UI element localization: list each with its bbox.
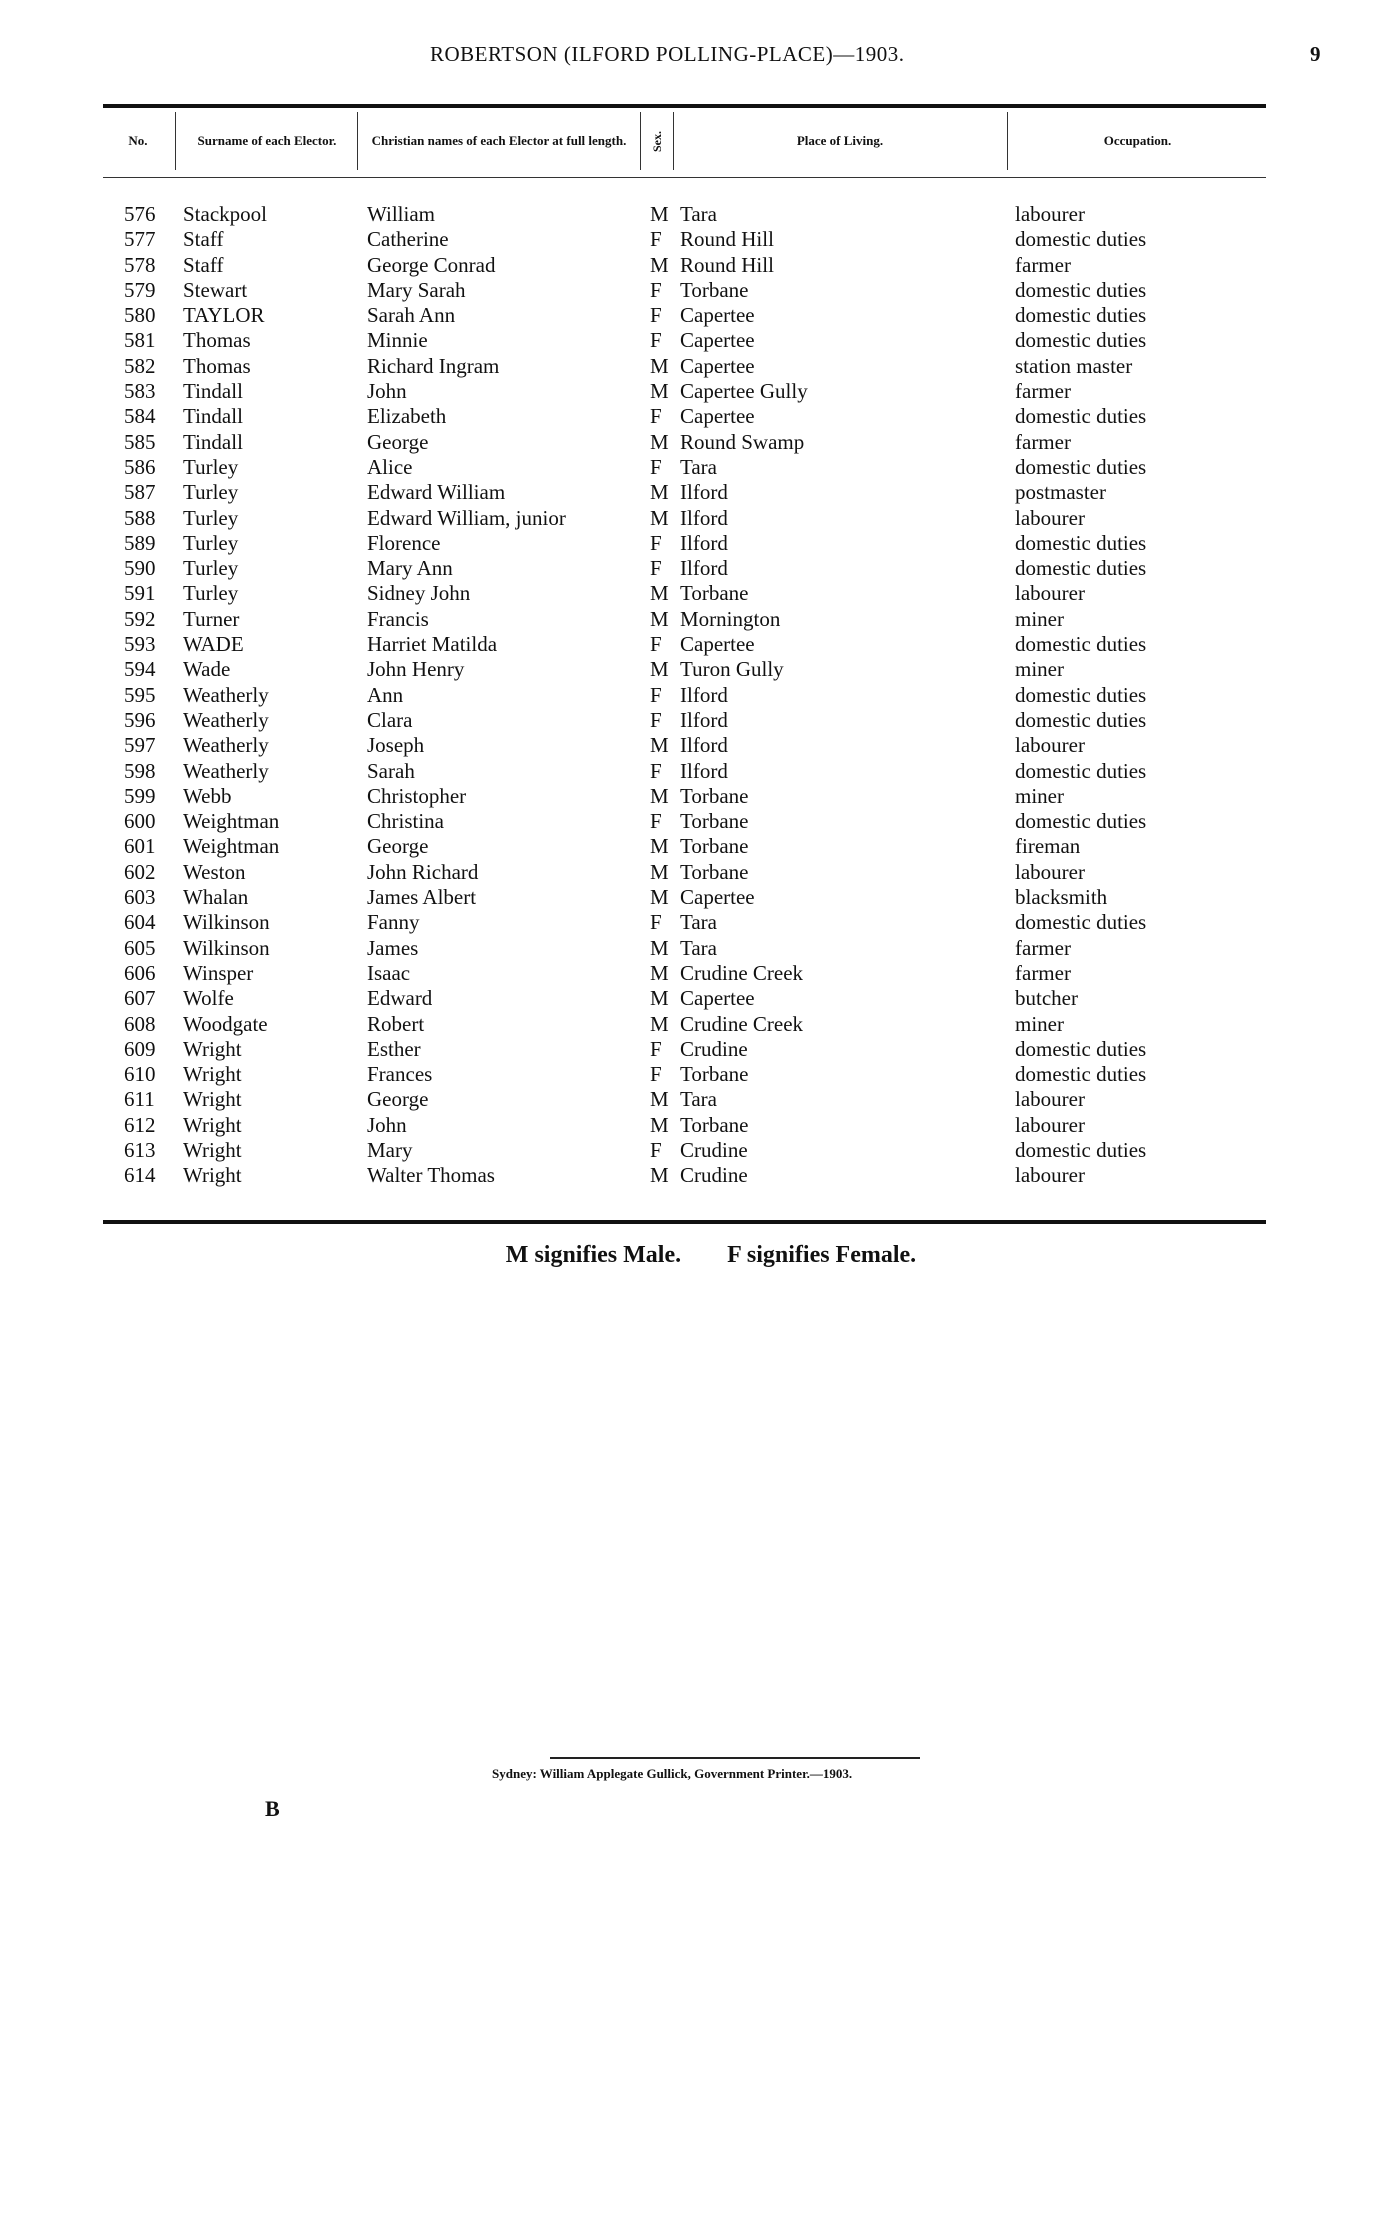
- cell-christian-names: James Albert: [367, 885, 477, 910]
- table-row: [0, 404, 1382, 429]
- cell-surname: Wright: [183, 1036, 242, 1061]
- cell-surname: Thomas: [183, 328, 251, 353]
- table-row: [0, 708, 1382, 733]
- cell-sex: F: [650, 1137, 662, 1162]
- cell-no: 613: [124, 1137, 156, 1162]
- legend-female: F signifies Female.: [727, 1242, 917, 1268]
- cell-no: 606: [124, 960, 156, 985]
- cell-christian-names: George: [367, 429, 429, 454]
- cell-surname: Wilkinson: [183, 910, 270, 935]
- page-title: ROBERTSON (ILFORD POLLING-PLACE)—1903.: [430, 42, 905, 66]
- column-header-sex: Sex.: [650, 130, 664, 152]
- cell-place: Ilford: [680, 682, 728, 707]
- cell-place: Crudine: [680, 1163, 748, 1188]
- cell-surname: Turner: [183, 606, 240, 631]
- cell-occupation: station master: [1015, 353, 1133, 378]
- cell-no: 607: [124, 986, 156, 1011]
- table-bottom-rule: [103, 1220, 1266, 1224]
- cell-sex: F: [650, 530, 662, 555]
- cell-sex: M: [650, 606, 669, 631]
- cell-christian-names: John Richard: [367, 859, 479, 884]
- cell-surname: Staff: [183, 227, 224, 252]
- table-row: [0, 303, 1382, 328]
- column-divider: [357, 112, 358, 170]
- cell-surname: Wright: [183, 1137, 242, 1162]
- table-row: [0, 834, 1382, 859]
- cell-occupation: domestic duties: [1015, 1036, 1147, 1061]
- cell-sex: M: [650, 859, 669, 884]
- cell-sex: F: [650, 809, 662, 834]
- table-row: [0, 885, 1382, 910]
- cell-sex: M: [650, 935, 669, 960]
- cell-christian-names: George Conrad: [367, 252, 496, 277]
- cell-occupation: labourer: [1015, 1112, 1085, 1137]
- cell-sex: M: [650, 379, 669, 404]
- cell-no: 579: [124, 277, 156, 302]
- cell-sex: M: [650, 581, 669, 606]
- cell-christian-names: Catherine: [367, 227, 449, 252]
- table-row: [0, 632, 1382, 657]
- cell-no: 577: [124, 227, 156, 252]
- cell-no: 588: [124, 505, 156, 530]
- elector-rows: [0, 202, 1382, 1189]
- cell-occupation: domestic duties: [1015, 530, 1147, 555]
- table-row: [0, 1087, 1382, 1112]
- table-row: [0, 1163, 1382, 1188]
- cell-no: 584: [124, 404, 156, 429]
- cell-place: Tara: [680, 202, 717, 226]
- cell-place: Round Hill: [680, 252, 774, 277]
- cell-place: Crudine: [680, 1137, 748, 1162]
- cell-christian-names: Walter Thomas: [367, 1163, 495, 1188]
- cell-sex: F: [650, 454, 662, 479]
- cell-surname: Wright: [183, 1163, 242, 1188]
- sex-legend: [0, 1242, 1382, 1269]
- table-row: [0, 809, 1382, 834]
- cell-sex: F: [650, 556, 662, 581]
- table-row: [0, 531, 1382, 556]
- cell-occupation: labourer: [1015, 581, 1085, 606]
- cell-sex: F: [650, 632, 662, 657]
- cell-place: Torbane: [680, 277, 749, 302]
- cell-place: Capertee: [680, 885, 755, 910]
- cell-place: Capertee: [680, 353, 755, 378]
- cell-surname: Weatherly: [183, 682, 269, 707]
- table-row: [0, 1138, 1382, 1163]
- cell-occupation: domestic duties: [1015, 303, 1147, 328]
- table-row: [0, 683, 1382, 708]
- cell-place: Torbane: [680, 809, 749, 834]
- cell-sex: M: [650, 1112, 669, 1137]
- cell-place: Torbane: [680, 859, 749, 884]
- cell-place: Ilford: [680, 758, 728, 783]
- cell-place: Tara: [680, 1087, 717, 1112]
- table-row: [0, 607, 1382, 632]
- table-row: [0, 986, 1382, 1011]
- cell-occupation: domestic duties: [1015, 454, 1147, 479]
- cell-christian-names: Mary: [367, 1137, 413, 1162]
- cell-christian-names: Harriet Matilda: [367, 632, 498, 657]
- column-header-place: Place of Living.: [796, 133, 884, 148]
- cell-occupation: labourer: [1015, 505, 1085, 530]
- page-number: 9: [1310, 42, 1321, 66]
- cell-no: 576: [124, 202, 156, 226]
- cell-sex: F: [650, 707, 662, 732]
- cell-place: Tara: [680, 910, 717, 935]
- cell-no: 581: [124, 328, 156, 353]
- cell-christian-names: Ann: [367, 682, 404, 707]
- cell-christian-names: John: [367, 1112, 407, 1137]
- cell-occupation: labourer: [1015, 202, 1085, 226]
- cell-occupation: domestic duties: [1015, 707, 1147, 732]
- cell-sex: M: [650, 505, 669, 530]
- table-row: [0, 506, 1382, 531]
- cell-sex: M: [650, 1163, 669, 1188]
- cell-occupation: fireman: [1015, 834, 1081, 859]
- cell-occupation: labourer: [1015, 733, 1085, 758]
- table-row: [0, 354, 1382, 379]
- column-header-christian-names: Christian names of each Elector at full length.: [371, 133, 627, 148]
- table-row: [0, 961, 1382, 986]
- column-divider: [673, 112, 674, 170]
- cell-no: 580: [124, 303, 156, 328]
- column-divider: [640, 112, 641, 170]
- cell-occupation: miner: [1015, 1011, 1064, 1036]
- cell-place: Capertee Gully: [680, 379, 808, 404]
- cell-occupation: farmer: [1015, 935, 1071, 960]
- cell-no: 611: [124, 1087, 155, 1112]
- cell-surname: Weston: [183, 859, 246, 884]
- cell-christian-names: Edward: [367, 986, 433, 1011]
- cell-surname: Turley: [183, 505, 239, 530]
- cell-occupation: blacksmith: [1015, 885, 1108, 910]
- cell-no: 585: [124, 429, 156, 454]
- cell-place: Capertee: [680, 404, 755, 429]
- table-row: [0, 202, 1382, 227]
- table-row: [0, 759, 1382, 784]
- column-header-occupation: Occupation.: [1103, 133, 1172, 148]
- cell-occupation: domestic duties: [1015, 682, 1147, 707]
- cell-sex: F: [650, 277, 662, 302]
- cell-place: Torbane: [680, 783, 749, 808]
- cell-sex: F: [650, 1036, 662, 1061]
- cell-surname: Thomas: [183, 353, 251, 378]
- imprint-rule: [550, 1757, 920, 1759]
- cell-no: 612: [124, 1112, 156, 1137]
- cell-occupation: labourer: [1015, 859, 1085, 884]
- table-row: [0, 1037, 1382, 1062]
- cell-christian-names: John Henry: [367, 657, 465, 682]
- cell-christian-names: Edward William: [367, 480, 506, 505]
- cell-occupation: farmer: [1015, 379, 1071, 404]
- cell-surname: Wright: [183, 1062, 242, 1087]
- cell-no: 582: [124, 353, 156, 378]
- cell-no: 592: [124, 606, 156, 631]
- cell-surname: Stackpool: [183, 202, 267, 226]
- cell-place: Ilford: [680, 707, 728, 732]
- cell-occupation: domestic duties: [1015, 632, 1147, 657]
- cell-sex: M: [650, 252, 669, 277]
- cell-place: Torbane: [680, 1062, 749, 1087]
- table-header: [103, 108, 1266, 174]
- cell-no: 599: [124, 783, 156, 808]
- cell-occupation: domestic duties: [1015, 277, 1147, 302]
- table-row: [0, 936, 1382, 961]
- cell-surname: Wilkinson: [183, 935, 270, 960]
- cell-occupation: domestic duties: [1015, 758, 1147, 783]
- cell-surname: Turley: [183, 530, 239, 555]
- cell-place: Capertee: [680, 328, 755, 353]
- cell-no: 586: [124, 454, 156, 479]
- cell-no: 578: [124, 252, 156, 277]
- cell-surname: WADE: [183, 632, 244, 657]
- cell-sex: M: [650, 834, 669, 859]
- cell-no: 604: [124, 910, 156, 935]
- cell-surname: Woodgate: [183, 1011, 268, 1036]
- column-divider: [175, 112, 176, 170]
- cell-surname: Wolfe: [183, 986, 234, 1011]
- cell-place: Torbane: [680, 1112, 749, 1137]
- cell-place: Ilford: [680, 733, 728, 758]
- cell-sex: M: [650, 885, 669, 910]
- cell-sex: M: [650, 1011, 669, 1036]
- cell-surname: Wright: [183, 1112, 242, 1137]
- cell-christian-names: Frances: [367, 1062, 433, 1087]
- cell-place: Round Swamp: [680, 429, 805, 454]
- cell-surname: TAYLOR: [183, 303, 265, 328]
- table-row: [0, 1062, 1382, 1087]
- cell-occupation: butcher: [1015, 986, 1078, 1011]
- cell-place: Tara: [680, 454, 717, 479]
- table-row: [0, 860, 1382, 885]
- table-row: [0, 480, 1382, 505]
- cell-no: 609: [124, 1036, 156, 1061]
- cell-sex: F: [650, 404, 662, 429]
- cell-occupation: domestic duties: [1015, 404, 1147, 429]
- cell-occupation: miner: [1015, 606, 1064, 631]
- cell-no: 605: [124, 935, 156, 960]
- cell-occupation: farmer: [1015, 252, 1071, 277]
- printer-imprint: Sydney: William Applegate Gullick, Government Printer.—1903.: [492, 1766, 853, 1781]
- table-row: [0, 278, 1382, 303]
- cell-sex: F: [650, 1062, 662, 1087]
- column-header-no: No.: [128, 133, 148, 148]
- cell-surname: Webb: [183, 783, 232, 808]
- cell-occupation: postmaster: [1015, 480, 1106, 505]
- cell-christian-names: Robert: [367, 1011, 425, 1036]
- cell-christian-names: Christopher: [367, 783, 467, 808]
- cell-occupation: domestic duties: [1015, 328, 1147, 353]
- cell-christian-names: Mary Sarah: [367, 277, 466, 302]
- table-row: [0, 227, 1382, 252]
- column-divider: [1007, 112, 1008, 170]
- cell-surname: Winsper: [183, 960, 254, 985]
- cell-christian-names: Clara: [367, 707, 413, 732]
- cell-surname: Wade: [183, 657, 231, 682]
- cell-surname: Weightman: [183, 834, 280, 859]
- cell-christian-names: Sarah: [367, 758, 415, 783]
- cell-sex: F: [650, 910, 662, 935]
- cell-no: 589: [124, 530, 156, 555]
- cell-surname: Weightman: [183, 809, 280, 834]
- table-row: [0, 910, 1382, 935]
- cell-sex: M: [650, 733, 669, 758]
- cell-sex: F: [650, 303, 662, 328]
- cell-occupation: domestic duties: [1015, 910, 1147, 935]
- cell-occupation: domestic duties: [1015, 1137, 1147, 1162]
- cell-sex: M: [650, 657, 669, 682]
- cell-sex: F: [650, 227, 662, 252]
- cell-surname: Staff: [183, 252, 224, 277]
- cell-place: Capertee: [680, 986, 755, 1011]
- cell-sex: M: [650, 960, 669, 985]
- table-row: [0, 657, 1382, 682]
- cell-surname: Tindall: [183, 404, 243, 429]
- cell-surname: Weatherly: [183, 707, 269, 732]
- cell-place: Ilford: [680, 480, 728, 505]
- table-header-rule: [103, 177, 1266, 178]
- cell-christian-names: Esther: [367, 1036, 421, 1061]
- cell-surname: Stewart: [183, 277, 248, 302]
- cell-christian-names: George: [367, 834, 429, 859]
- column-header-surname: Surname of each Elector.: [197, 133, 337, 148]
- cell-place: Round Hill: [680, 227, 774, 252]
- cell-surname: Tindall: [183, 379, 243, 404]
- cell-no: 602: [124, 859, 156, 884]
- cell-christian-names: Elizabeth: [367, 404, 447, 429]
- cell-christian-names: Sidney John: [367, 581, 471, 606]
- cell-surname: Turley: [183, 480, 239, 505]
- cell-christian-names: Joseph: [367, 733, 425, 758]
- cell-christian-names: James: [367, 935, 419, 960]
- cell-no: 591: [124, 581, 156, 606]
- cell-place: Mornington: [680, 606, 781, 631]
- table-row: [0, 784, 1382, 809]
- cell-no: 614: [124, 1163, 156, 1188]
- cell-sex: F: [650, 328, 662, 353]
- cell-occupation: domestic duties: [1015, 556, 1147, 581]
- cell-no: 597: [124, 733, 156, 758]
- cell-no: 600: [124, 809, 156, 834]
- cell-place: Ilford: [680, 530, 728, 555]
- cell-occupation: miner: [1015, 783, 1064, 808]
- cell-place: Tara: [680, 935, 717, 960]
- cell-christian-names: Edward William, junior: [367, 505, 566, 530]
- cell-christian-names: Isaac: [367, 960, 411, 985]
- table-row: [0, 328, 1382, 353]
- cell-sex: M: [650, 353, 669, 378]
- cell-sex: M: [650, 202, 669, 226]
- cell-occupation: domestic duties: [1015, 1062, 1147, 1087]
- cell-occupation: domestic duties: [1015, 809, 1147, 834]
- table-row: [0, 1012, 1382, 1037]
- cell-no: 587: [124, 480, 156, 505]
- cell-surname: Weatherly: [183, 758, 269, 783]
- cell-christian-names: Francis: [367, 606, 429, 631]
- cell-occupation: labourer: [1015, 1163, 1085, 1188]
- cell-christian-names: William: [367, 202, 435, 226]
- table-row: [0, 455, 1382, 480]
- cell-surname: Whalan: [183, 885, 249, 910]
- table-row: [0, 556, 1382, 581]
- cell-place: Capertee: [680, 303, 755, 328]
- cell-no: 583: [124, 379, 156, 404]
- cell-surname: Turley: [183, 556, 239, 581]
- cell-sex: M: [650, 1087, 669, 1112]
- cell-christian-names: Florence: [367, 530, 441, 555]
- cell-no: 603: [124, 885, 156, 910]
- cell-occupation: farmer: [1015, 429, 1071, 454]
- cell-surname: Wright: [183, 1087, 242, 1112]
- cell-occupation: labourer: [1015, 1087, 1085, 1112]
- cell-christian-names: Fanny: [367, 910, 420, 935]
- cell-sex: F: [650, 758, 662, 783]
- cell-no: 610: [124, 1062, 156, 1087]
- cell-place: Capertee: [680, 632, 755, 657]
- cell-sex: M: [650, 429, 669, 454]
- cell-occupation: domestic duties: [1015, 227, 1147, 252]
- cell-sex: F: [650, 682, 662, 707]
- cell-place: Ilford: [680, 505, 728, 530]
- cell-christian-names: Mary Ann: [367, 556, 453, 581]
- cell-surname: Weatherly: [183, 733, 269, 758]
- cell-occupation: miner: [1015, 657, 1064, 682]
- legend-male: M signifies Male.: [505, 1242, 682, 1268]
- cell-no: 598: [124, 758, 156, 783]
- table-row: [0, 1113, 1382, 1138]
- table-row: [0, 253, 1382, 278]
- cell-no: 590: [124, 556, 156, 581]
- cell-place: Crudine: [680, 1036, 748, 1061]
- cell-sex: M: [650, 480, 669, 505]
- cell-no: 593: [124, 632, 156, 657]
- cell-surname: Turley: [183, 581, 239, 606]
- cell-place: Turon Gully: [680, 657, 784, 682]
- cell-christian-names: Christina: [367, 809, 444, 834]
- cell-no: 594: [124, 657, 156, 682]
- cell-place: Crudine Creek: [680, 1011, 804, 1036]
- cell-no: 596: [124, 707, 156, 732]
- cell-sex: M: [650, 783, 669, 808]
- table-row: [0, 430, 1382, 455]
- cell-surname: Turley: [183, 454, 239, 479]
- cell-christian-names: Alice: [367, 454, 413, 479]
- cell-christian-names: John: [367, 379, 407, 404]
- cell-christian-names: Minnie: [367, 328, 428, 353]
- cell-no: 601: [124, 834, 156, 859]
- cell-occupation: farmer: [1015, 960, 1071, 985]
- signature-mark: B: [265, 1796, 280, 1821]
- cell-sex: M: [650, 986, 669, 1011]
- cell-christian-names: Richard Ingram: [367, 353, 500, 378]
- cell-christian-names: George: [367, 1087, 429, 1112]
- table-row: [0, 379, 1382, 404]
- cell-place: Crudine Creek: [680, 960, 804, 985]
- column-header-sex-wrap: [642, 108, 672, 174]
- cell-no: 595: [124, 682, 156, 707]
- cell-place: Ilford: [680, 556, 728, 581]
- cell-place: Torbane: [680, 581, 749, 606]
- cell-no: 608: [124, 1011, 156, 1036]
- cell-christian-names: Sarah Ann: [367, 303, 456, 328]
- table-row: [0, 581, 1382, 606]
- cell-surname: Tindall: [183, 429, 243, 454]
- table-row: [0, 733, 1382, 758]
- cell-place: Torbane: [680, 834, 749, 859]
